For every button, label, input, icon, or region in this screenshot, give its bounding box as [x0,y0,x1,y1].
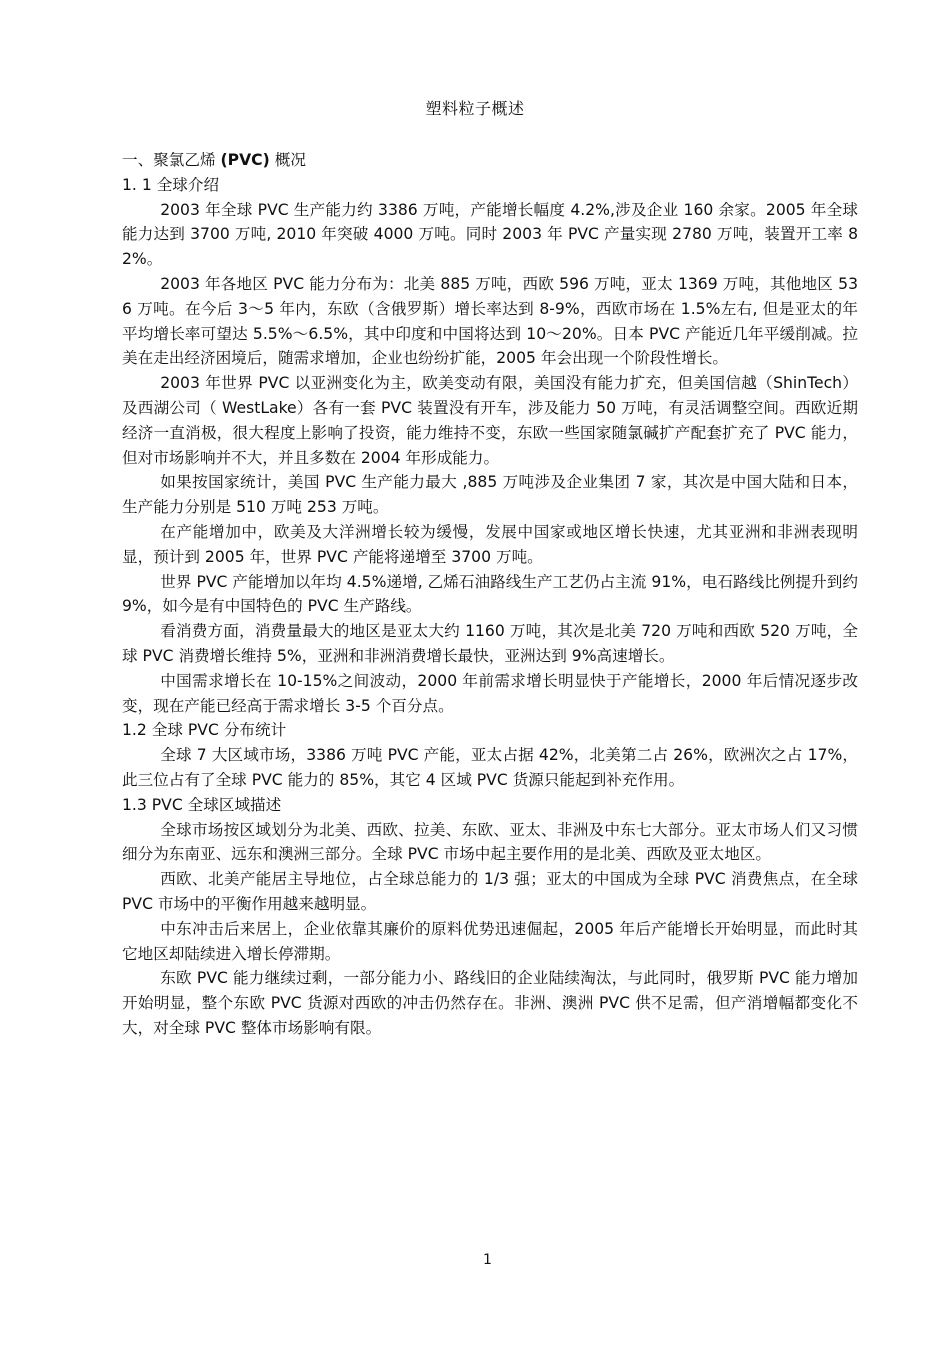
paragraph: 世界 PVC 产能增加以年均 4.5%递增, 乙烯石油路线生产工艺仍占主流 91%，电石路线比例提升到约 9%，如今是有中国特色的 PVC 生产路线。 [122,572,858,616]
paragraph: 全球 7 大区域市场，3386 万吨 PVC 产能，亚太占据 42%，北美第二占 26%，欧洲次之占 17%，此三位占有了全球 PVC 能力的 85%，其它 4 区域 PVC 货源只能起到补充作用。 [122,746,858,789]
section-heading-pvc-overview [122,148,858,173]
section-heading-suffix: 概况 [274,151,306,169]
document-title: 塑料粒子概述 [425,99,525,118]
subsection-heading-regional-description: 1.3 PVC 全球区域描述 [122,795,282,814]
paragraph: 东欧 PVC 能力继续过剩，一部分能力小、路线旧的企业陆续淘汰，与此同时，俄罗斯 PVC 能力增加开始明显，整个东欧 PVC 货源对西欧的冲击仍然存在。非洲、澳洲 PVC 供不足需，但产消增幅都变化不大，对全球 PVC 整体市场影响有限。 [122,969,858,1037]
page-number: 1 [483,1252,492,1268]
paragraph: 中东冲击后来居上，企业依靠其廉价的原料优势迅速倔起，2005 年后产能增长开始明显，而此时其它地区却陆续进入增长停滞期。 [122,919,858,963]
subsection-heading-distribution-stats: 1.2 全球 PVC 分布统计 [122,721,287,740]
document-body [122,148,858,1041]
paragraph: 2003 年各地区 PVC 能力分布为：北美 885 万吨，西欧 596 万吨，亚太 1369 万吨，其他地区 536 万吨。在今后 3～5 年内，东欧（含俄罗斯）增长率达到 8-9%，西欧市场在 1.5%左右, 但是亚太的年平均增长率可望达 5.5%～6.5%，其中印度和中国将达到 10～20%。日本 PVC 产能近几年平缓削减。拉美在走出经济困境后，随需求增加，企业也纷纷扩能，2005 年会出现一个阶段性增长。 [122,274,858,368]
paragraph: 如果按国家统计，美国 PVC 生产能力最大 ,885 万吨涉及企业集团 7 家，其次是中国大陆和日本，生产能力分别是 510 万吨 253 万吨。 [122,473,858,517]
section-heading-bold: (PVC) [220,151,270,169]
paragraph: 在产能增加中，欧美及大洋洲增长较为缓慢，发展中国家或地区增长快速，尤其亚洲和非洲表现明显，预计到 2005 年，世界 PVC 产能将递增至 3700 万吨。 [122,522,858,566]
paragraph: 全球市场按区域划分为北美、西欧、拉美、东欧、亚太、非洲及中东七大部分。亚太市场人们又习惯细分为东南亚、远东和澳洲三部分。全球 PVC 市场中起主要作用的是北美、西欧及亚太地区。 [122,820,858,864]
paragraph: 2003 年全球 PVC 生产能力约 3386 万吨，产能增长幅度 4.2%,涉及企业 160 余家。2005 年全球能力达到 3700 万吨, 2010 年突破 4000 万吨。同时 2003 年 PVC 产量实现 2780 万吨，装置开工率 82%。 [122,200,858,269]
paragraph: 2003 年世界 PVC 以亚洲变化为主，欧美变动有限，美国没有能力扩充，但美国信越（ShinTech）及西湖公司（ WestLake）各有一套 PVC 装置没有开车，涉及能力 50 万吨，有灵活调整空间。西欧近期经济一直消极，很大程度上影响了投资，能力维持不变，东欧一些国家随氯碱扩产配套扩充了 PVC 能力，但对市场影响并不大，并且多数在 2004 年形成能力。 [122,374,858,467]
paragraph: 西欧、北美产能居主导地位，占全球总能力的 1/3 强；亚太的中国成为全球 PVC 消费焦点，在全球 PVC 市场中的平衡作用越来越明显。 [122,870,858,913]
subsection-heading-global-intro: 1. 1 全球介绍 [122,175,220,194]
paragraph: 中国需求增长在 10-15%之间波动，2000 年前需求增长明显快于产能增长，2000 年后情况逐步改变，现在产能已经高于需求增长 3-5 个百分点。 [122,671,858,715]
section-heading-prefix: 一、聚氯乙烯 [122,151,216,169]
paragraph: 看消费方面，消费量最大的地区是亚太大约 1160 万吨，其次是北美 720 万吨和西欧 520 万吨，全球 PVC 消费增长维持 5%，亚洲和非洲消费增长最快，亚洲达到 9%高速增长。 [122,622,858,665]
